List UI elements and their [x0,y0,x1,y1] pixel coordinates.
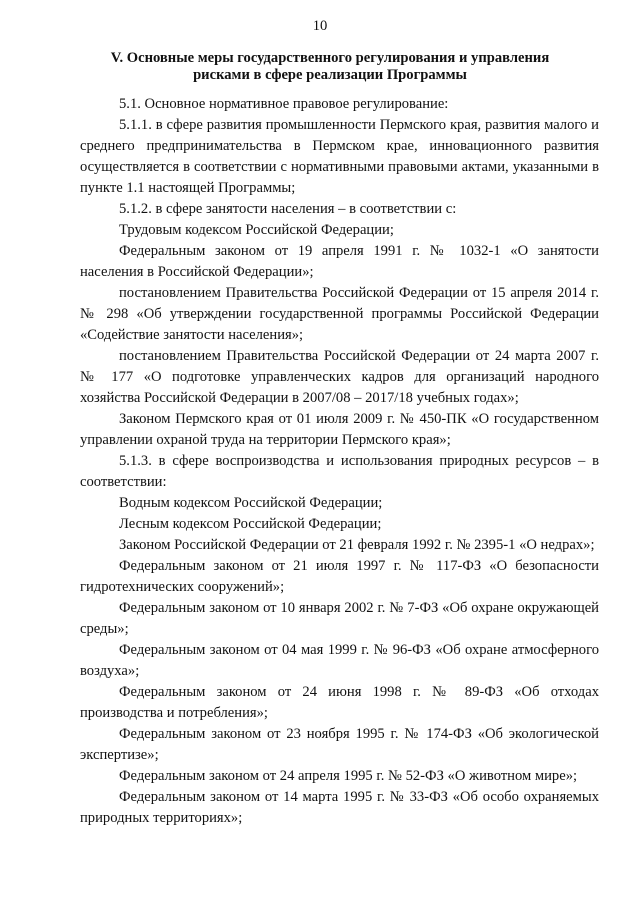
paragraph: Федеральным законом от 23 ноября 1995 г. № 174-ФЗ «Об экологической экспертизе»; [80,726,599,763]
paragraph: Лесным кодексом Российской Федерации; [119,516,382,532]
paragraph: Федеральным законом от 10 января 2002 г. № 7-ФЗ «Об охране окружающей среды»; [80,600,599,637]
paragraph: Федеральным законом от 19 апреля 1991 г. № 1032-1 «О занятости населения в Российской Федерации»; [80,243,599,280]
document-body [80,94,599,829]
paragraph: Водным кодексом Российской Федерации; [119,495,383,511]
paragraph: Федеральным законом от 24 июня 1998 г. № 89-ФЗ «Об отходах производства и потребления»; [80,684,599,721]
paragraph: 5.1.2. в сфере занятости населения – в соответствии с: [119,201,457,217]
paragraph: Трудовым кодексом Российской Федерации; [119,222,394,238]
paragraph: 5.1.3. в сфере воспроизводства и использования природных ресурсов – в соответствии: [80,453,599,490]
paragraph: постановлением Правительства Российской Федерации от 24 марта 2007 г. № 177 «О подготовке управленческих кадров для организаций народного хозяйства Российской Федерации в 2007/08 – 2017/18 учебных годах»; [80,348,599,406]
paragraph: 5.1. Основное нормативное правовое регулирование: [119,96,449,112]
section-title: V. Основные меры государственного регулирования и управления рисками в сфере реализации Программы [110,50,550,83]
paragraph: постановлением Правительства Российской Федерации от 15 апреля 2014 г. № 298 «Об утверждении государственной программы Российской Федерации «Содействие занятости населения»; [80,285,599,343]
paragraph: Федеральным законом от 21 июля 1997 г. № 117-ФЗ «О безопасности гидротехнических сооружений»; [80,558,599,595]
paragraph: Законом Пермского края от 01 июля 2009 г. № 450-ПК «О государственном управлении охраной труда на территории Пермского края»; [80,411,599,448]
paragraph: Федеральным законом от 14 марта 1995 г. № 33-ФЗ «Об особо охраняемых природных территориях»; [80,789,599,826]
paragraph: Законом Российской Федерации от 21 февраля 1992 г. № 2395-1 «О недрах»; [119,537,595,553]
paragraph: Федеральным законом от 24 апреля 1995 г. № 52-ФЗ «О животном мире»; [119,768,578,784]
paragraph: 5.1.1. в сфере развития промышленности Пермского края, развития малого и среднего предпринимательства в Пермском крае, инновационного развития осуществляется в соответствии с нормативными правовыми актами, указанными в пункте 1.1 настоящей Программы; [80,117,599,196]
paragraph: Федеральным законом от 04 мая 1999 г. № 96-ФЗ «Об охране атмосферного воздуха»; [80,642,599,679]
page-number: 10 [312,18,328,34]
